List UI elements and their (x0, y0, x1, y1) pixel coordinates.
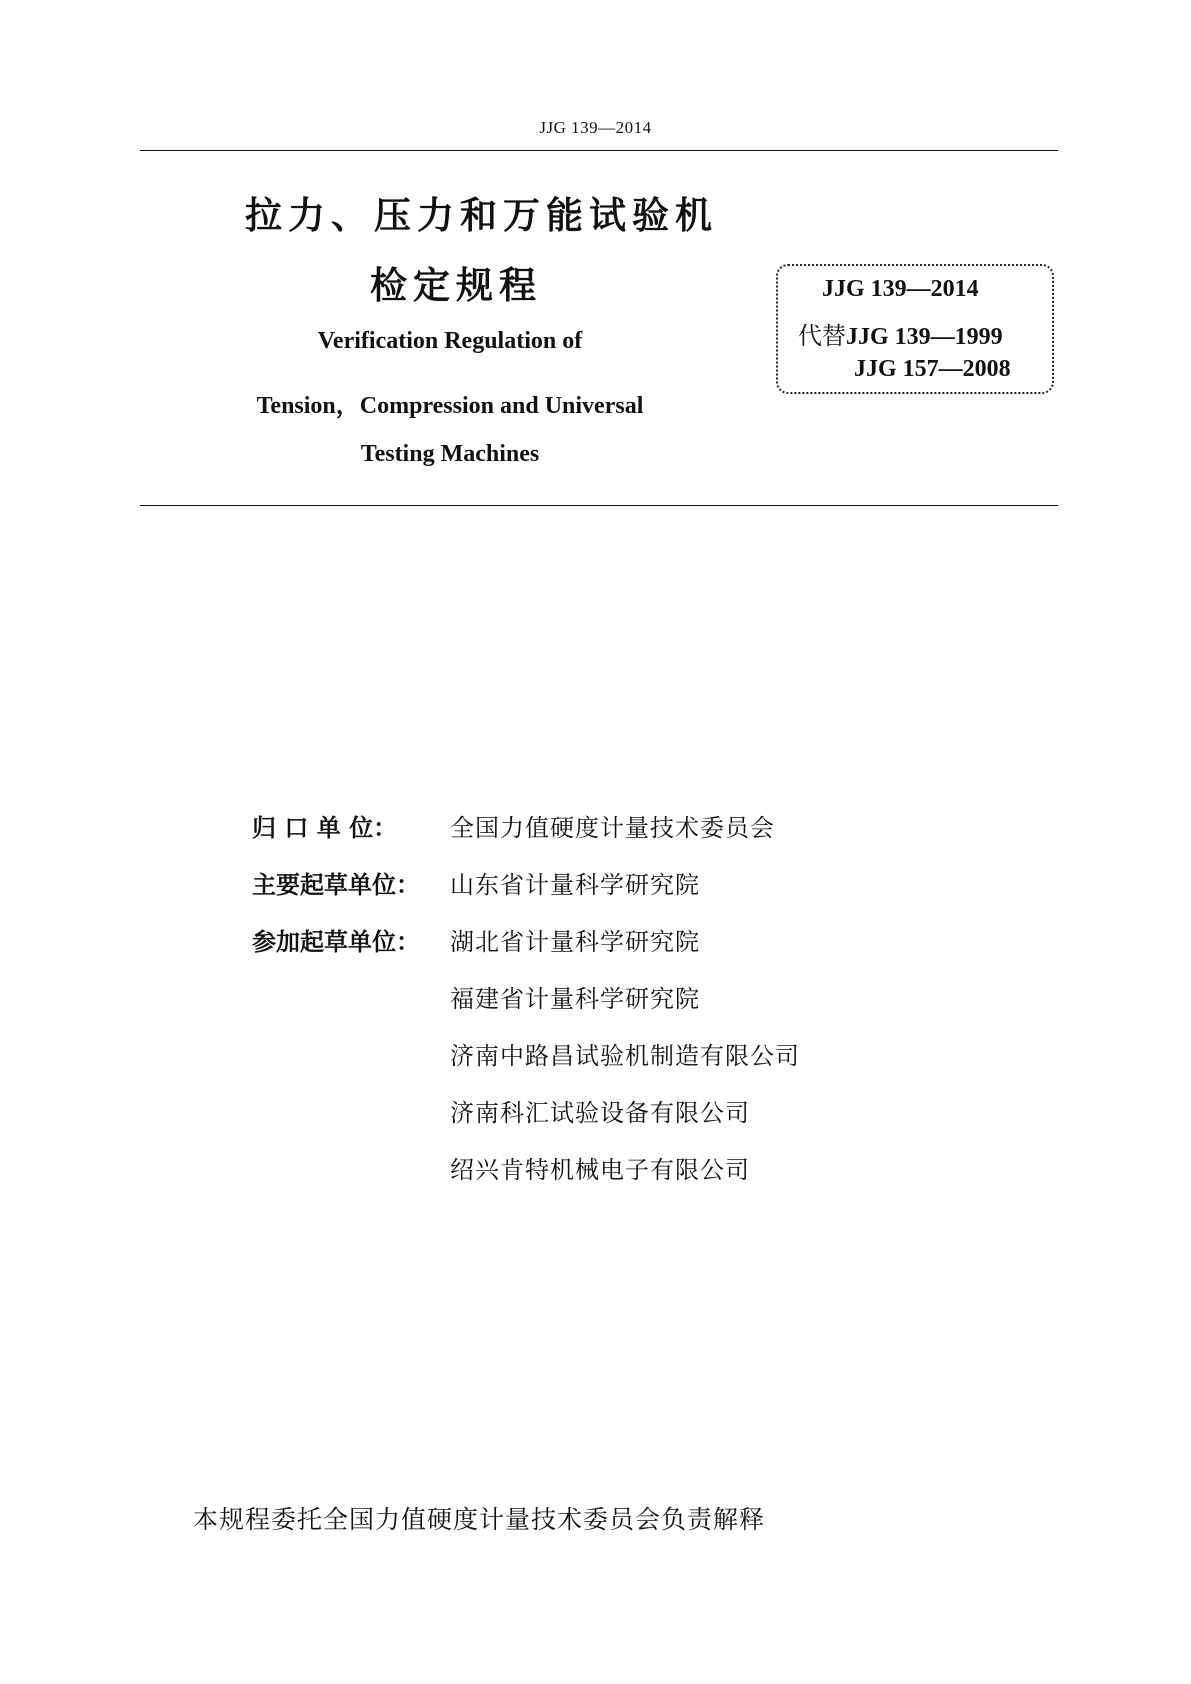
title-english-line2: Tension，Compression and Universal (256, 393, 644, 419)
code-box-current: JJG 139—2014 (822, 276, 979, 302)
responsible-unit-label: 归 口 单 位： (252, 814, 398, 842)
participant-item: 湖北省计量科学研究院 (450, 928, 700, 956)
participating-drafters-label: 参加起草单位： (252, 928, 420, 956)
responsible-unit-value: 全国力值硬度计量技术委员会 (450, 814, 775, 842)
bottom-rule (140, 505, 1058, 506)
interpretation-note: 本规程委托全国力值硬度计量技术委员会负责解释 (193, 1505, 766, 1534)
title-chinese-line1: 拉力、压力和万能试验机 (245, 194, 718, 237)
participant-item: 福建省计量科学研究院 (450, 985, 700, 1013)
header-standard-code: JJG 139—2014 (539, 118, 652, 137)
participant-item: 济南科汇试验设备有限公司 (450, 1099, 750, 1127)
title-english-line3: Testing Machines (360, 441, 540, 467)
replaces-code-1: JJG 139—1999 (846, 324, 1003, 350)
participant-item: 绍兴肯特机械电子有限公司 (450, 1156, 750, 1184)
title-chinese-line2: 检定规程 (370, 264, 542, 307)
title-english-line1: Verification Regulation of (317, 328, 583, 354)
replaces-prefix: 代替 (798, 322, 846, 350)
code-box-replaces-1 (798, 316, 1003, 351)
standard-code-box (776, 264, 1054, 394)
top-rule (140, 150, 1058, 151)
code-box-replaces-2: JJG 157—2008 (854, 356, 1011, 382)
main-drafter-value: 山东省计量科学研究院 (450, 871, 700, 899)
main-drafter-label: 主要起草单位： (252, 871, 420, 899)
participant-item: 济南中路昌试验机制造有限公司 (450, 1042, 800, 1070)
